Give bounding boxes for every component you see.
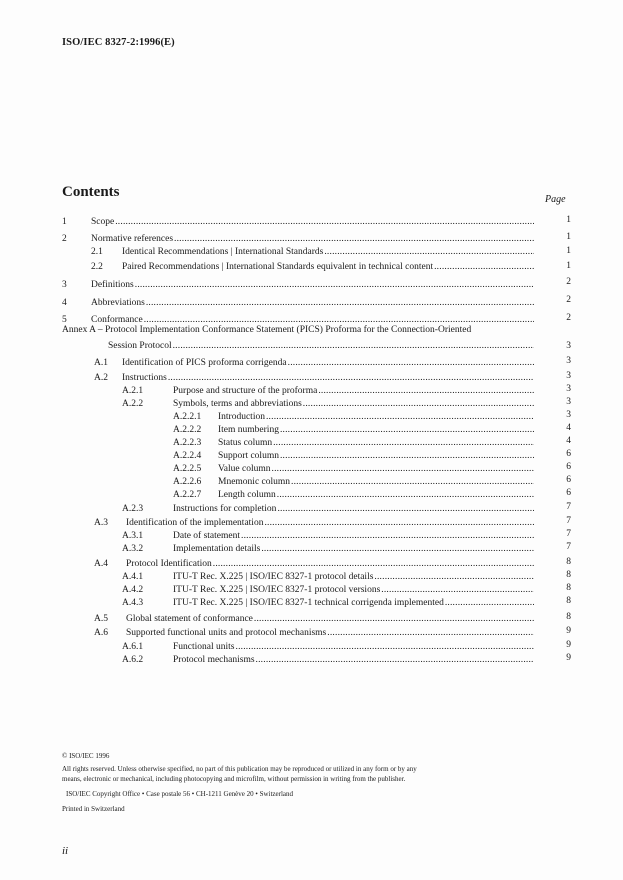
toc-entry[interactable] xyxy=(173,530,534,543)
toc-page-number: 7 xyxy=(566,516,571,526)
toc-entry[interactable] xyxy=(122,372,534,385)
toc-leader-dots xyxy=(256,654,534,667)
toc-page-number: 6 xyxy=(566,475,571,485)
toc-leader-dots xyxy=(173,340,534,353)
toc-entry-number: 2.1 xyxy=(91,247,103,257)
toc-entry-title: Supported functional units and protocol mechanisms xyxy=(126,628,327,638)
toc-leader-dots xyxy=(288,357,534,370)
toc-page-number: 8 xyxy=(566,557,571,567)
toc-page-number: 1 xyxy=(566,246,571,256)
toc-page-number: 7 xyxy=(566,529,571,539)
toc-entry-number: A.2 xyxy=(94,373,108,383)
toc-entry[interactable] xyxy=(173,641,534,654)
copyright-line: © ISO/IEC 1996 xyxy=(62,752,110,760)
toc-entry-title: Identical Recommendations | International Standards xyxy=(122,247,324,257)
contents-title: Contents xyxy=(62,184,120,200)
toc-entry-number: A.2.2.6 xyxy=(173,477,202,487)
toc-entry[interactable] xyxy=(122,246,534,259)
toc-leader-dots xyxy=(280,450,534,463)
toc-entry-title: Implementation details xyxy=(173,544,261,554)
page-column-label: Page xyxy=(545,194,566,205)
publisher-address: ISO/IEC Copyright Office • Case postale 56 • CH-1211 Genève 20 • Switzerland xyxy=(66,790,294,798)
annex-a-title[interactable]: Annex A – Protocol Implementation Conformance Statement (PICS) Proforma for the Connection-Oriented xyxy=(62,325,472,335)
toc-entry-number: 3 xyxy=(62,280,67,290)
toc-entry-title: ITU-T Rec. X.225 | ISO/IEC 8327-1 protocol details xyxy=(173,572,374,582)
toc-entry[interactable] xyxy=(218,411,534,424)
toc-entry[interactable] xyxy=(91,279,534,292)
toc-leader-dots xyxy=(445,597,534,610)
toc-entry-number: A.4.3 xyxy=(122,598,144,608)
toc-page-number: 3 xyxy=(566,341,571,351)
toc-page-number: 1 xyxy=(566,215,571,225)
toc-page-number: 4 xyxy=(566,436,571,446)
toc-leader-dots xyxy=(213,558,534,571)
toc-entry-title: Identification of PICS proforma corrigenda xyxy=(122,358,287,368)
toc-entry-title: Support column xyxy=(218,451,279,461)
toc-page-number: 2 xyxy=(566,277,571,287)
toc-page-number: 3 xyxy=(566,356,571,366)
toc-entry-title: Value column xyxy=(218,464,271,474)
toc-entry[interactable] xyxy=(91,216,534,229)
toc-leader-dots xyxy=(324,246,534,259)
toc-leader-dots xyxy=(277,503,534,516)
toc-entry[interactable] xyxy=(126,558,534,571)
toc-entry-title: Instructions xyxy=(122,373,167,383)
toc-leader-dots xyxy=(434,261,534,274)
toc-entry-title: Session Protocol xyxy=(108,341,172,351)
toc-entry-number: A.4 xyxy=(94,559,108,569)
toc-entry-number: A.2.2.5 xyxy=(173,464,202,474)
toc-entry-number: A.3 xyxy=(94,518,108,528)
toc-entry[interactable] xyxy=(173,503,534,516)
toc-entry[interactable] xyxy=(91,314,534,327)
toc-entry-title: Paired Recommendations | International Standards equivalent in technical content xyxy=(122,262,434,272)
toc-entry[interactable] xyxy=(173,584,534,597)
toc-entry-title: Instructions for completion xyxy=(173,504,277,514)
toc-entry[interactable] xyxy=(218,437,534,450)
toc-entry-number: 5 xyxy=(62,315,67,325)
toc-entry-title: Scope xyxy=(91,217,115,227)
toc-leader-dots xyxy=(291,476,534,489)
page-header: ISO/IEC 8327-2:1996(E) xyxy=(62,37,175,48)
toc-page-number: 6 xyxy=(566,449,571,459)
toc-entry-title: Status column xyxy=(218,438,273,448)
toc-entry[interactable] xyxy=(218,450,534,463)
toc-leader-dots xyxy=(303,398,534,411)
toc-leader-dots xyxy=(241,530,534,543)
toc-entry-title: Introduction xyxy=(218,412,265,422)
toc-page-number: 3 xyxy=(566,410,571,420)
toc-leader-dots xyxy=(277,489,534,502)
toc-entry-number: A.2.3 xyxy=(122,504,144,514)
toc-leader-dots xyxy=(318,385,534,398)
toc-entry-number: A.2.2.1 xyxy=(173,412,202,422)
toc-entry-number: A.4.2 xyxy=(122,585,144,595)
toc-page-number: 9 xyxy=(566,626,571,636)
toc-entry[interactable] xyxy=(218,424,534,437)
toc-page-number: 8 xyxy=(566,596,571,606)
toc-entry[interactable] xyxy=(108,340,534,353)
toc-leader-dots xyxy=(273,437,534,450)
toc-page-number: 6 xyxy=(566,488,571,498)
toc-entry-number: A.2.2 xyxy=(122,399,144,409)
toc-entry[interactable] xyxy=(218,463,534,476)
toc-entry-title: Item numbering xyxy=(218,425,279,435)
toc-entry[interactable] xyxy=(173,571,534,584)
toc-page-number: 1 xyxy=(566,261,571,271)
toc-leader-dots xyxy=(168,372,534,385)
toc-entry[interactable] xyxy=(126,613,534,626)
toc-entry-title: Length column xyxy=(218,490,276,500)
toc-entry-title: Mnemonic column xyxy=(218,477,291,487)
toc-leader-dots xyxy=(146,297,534,310)
toc-entry[interactable] xyxy=(173,543,534,556)
toc-entry-title: Symbols, terms and abbreviations xyxy=(173,399,302,409)
toc-page-number: 3 xyxy=(566,371,571,381)
toc-page-number: 3 xyxy=(566,397,571,407)
toc-page-number: 2 xyxy=(566,295,571,305)
toc-page-number: 7 xyxy=(566,542,571,552)
toc-entry-number: A.2.2.4 xyxy=(173,451,202,461)
toc-page-number: 9 xyxy=(566,653,571,663)
toc-entry-number: A.4.1 xyxy=(122,572,144,582)
toc-leader-dots xyxy=(280,424,534,437)
toc-entry-number: 2 xyxy=(62,234,67,244)
toc-entry-title: Date of statement xyxy=(173,531,241,541)
toc-leader-dots xyxy=(261,543,534,556)
toc-entry-title: ITU-T Rec. X.225 | ISO/IEC 8327-1 technical corrigenda implemented xyxy=(173,598,444,608)
toc-leader-dots xyxy=(144,314,534,327)
toc-entry-number: A.1 xyxy=(94,358,108,368)
toc-entry-number: A.2.2.3 xyxy=(173,438,202,448)
toc-entry-title: Abbreviations xyxy=(91,298,145,308)
toc-entry-title: Normative references xyxy=(91,234,174,244)
toc-entry-number: A.2.2.2 xyxy=(173,425,202,435)
toc-leader-dots xyxy=(381,584,534,597)
toc-page-number: 3 xyxy=(566,384,571,394)
toc-entry[interactable] xyxy=(173,597,534,610)
toc-entry-title: Functional units xyxy=(173,642,235,652)
toc-entry-title: Protocol mechanisms xyxy=(173,655,255,665)
toc-leader-dots xyxy=(254,613,534,626)
toc-page-number: 6 xyxy=(566,462,571,472)
toc-leader-dots xyxy=(374,571,534,584)
toc-entry-number: A.6.2 xyxy=(122,655,144,665)
toc-entry-number: 4 xyxy=(62,298,67,308)
toc-entry[interactable] xyxy=(122,261,534,274)
toc-entry-number: 2.2 xyxy=(91,262,103,272)
toc-page-number: 9 xyxy=(566,640,571,650)
toc-page-number: 4 xyxy=(566,423,571,433)
toc-entry-title: Definitions xyxy=(91,280,134,290)
toc-entry-title: Conformance xyxy=(91,315,143,325)
toc-leader-dots xyxy=(135,279,534,292)
toc-leader-dots xyxy=(272,463,534,476)
toc-leader-dots xyxy=(266,411,534,424)
toc-page-number: 8 xyxy=(566,612,571,622)
toc-entry[interactable] xyxy=(126,627,534,640)
toc-entry-title: Identification of the implementation xyxy=(126,518,264,528)
toc-entry[interactable] xyxy=(126,517,534,530)
toc-entry-title: Purpose and structure of the proforma xyxy=(173,386,318,396)
toc-entry[interactable] xyxy=(91,233,534,246)
toc-entry[interactable] xyxy=(122,357,534,370)
toc-leader-dots xyxy=(236,641,535,654)
toc-leader-dots xyxy=(264,517,534,530)
toc-page-number: 2 xyxy=(566,313,571,323)
toc-entry[interactable] xyxy=(91,297,534,310)
toc-entry-number: A.6 xyxy=(94,628,108,638)
printed-location: Printed in Switzerland xyxy=(62,805,125,813)
toc-entry-title: Global statement of conformance xyxy=(126,614,253,624)
toc-entry-title: Protocol Identification xyxy=(126,559,212,569)
toc-entry-number: A.6.1 xyxy=(122,642,144,652)
toc-leader-dots xyxy=(327,627,534,640)
toc-entry-title: ITU-T Rec. X.225 | ISO/IEC 8327-1 protocol versions xyxy=(173,585,381,595)
page-number: ii xyxy=(62,845,69,857)
toc-entry-number: A.2.2.7 xyxy=(173,490,202,500)
toc-entry-number: 1 xyxy=(62,217,67,227)
toc-entry[interactable] xyxy=(218,489,534,502)
toc-entry-number: A.5 xyxy=(94,614,108,624)
toc-entry[interactable] xyxy=(173,654,534,667)
toc-entry-number: A.3.2 xyxy=(122,544,144,554)
toc-leader-dots xyxy=(174,233,534,246)
toc-entry[interactable] xyxy=(218,476,534,489)
toc-entry-number: A.3.1 xyxy=(122,531,144,541)
toc-leader-dots xyxy=(115,216,534,229)
toc-page-number: 7 xyxy=(566,502,571,512)
rights-statement: All rights reserved. Unless otherwise specified, no part of this publication may be reproduced or utilized in any form or by any means, electronic or mechanical, including photocopying and microfilm, without permission in writing from the publisher. xyxy=(62,765,417,783)
toc-page-number: 1 xyxy=(566,232,571,242)
toc-page-number: 8 xyxy=(566,570,571,580)
toc-page-number: 8 xyxy=(566,583,571,593)
toc-entry[interactable] xyxy=(173,385,534,398)
toc-entry-number: A.2.1 xyxy=(122,386,144,396)
copyright-notice xyxy=(62,751,422,814)
toc-entry[interactable] xyxy=(173,398,534,411)
